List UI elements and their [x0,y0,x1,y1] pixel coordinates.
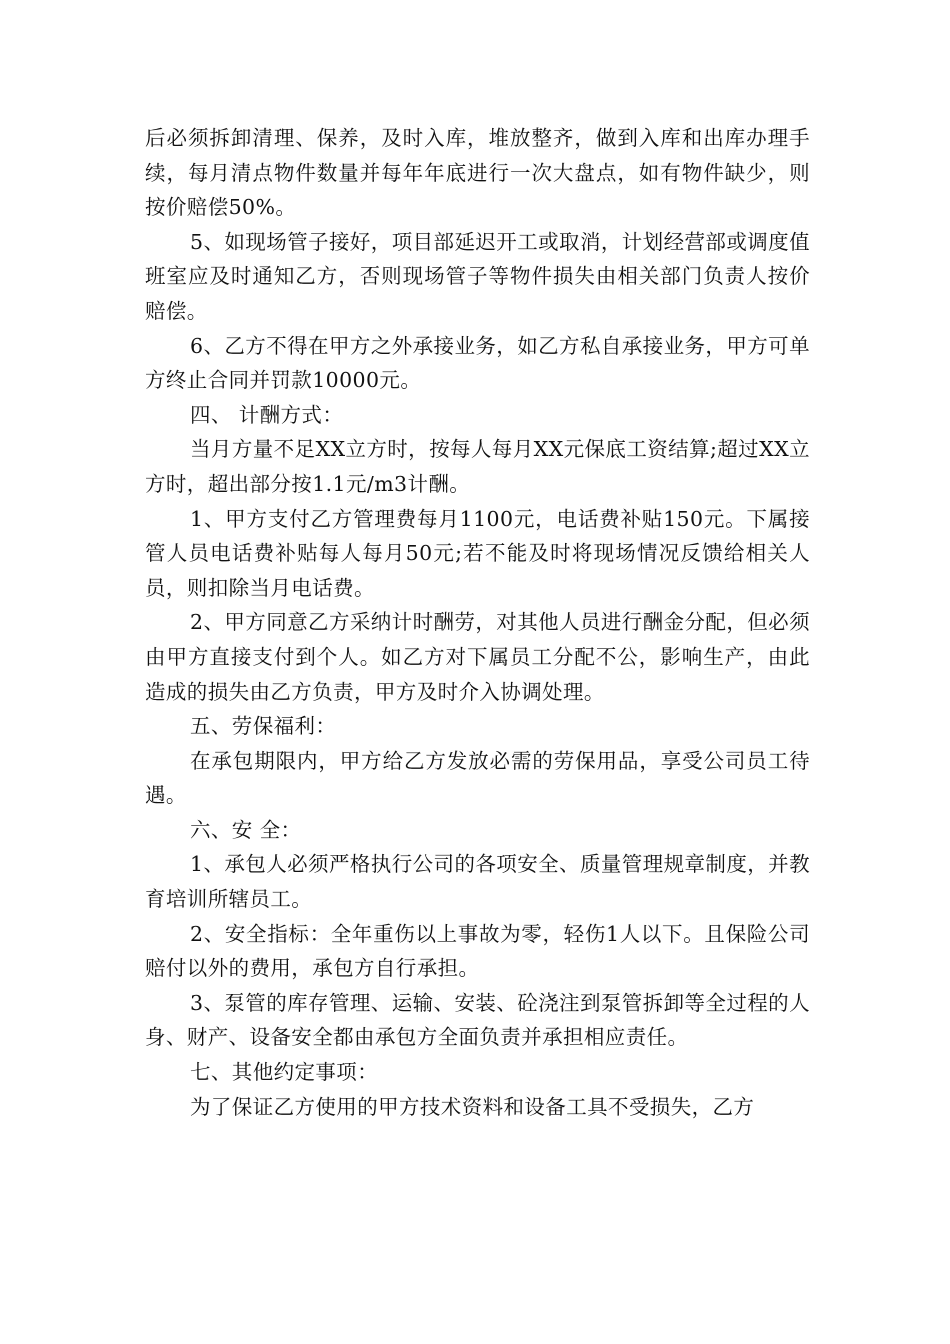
paragraph-safety-2: 2、安全指标：全年重伤以上事故为零，轻伤1人以下。且保险公司赔付以外的费用，承包方自行承担。 [145,921,810,981]
paragraph-pay-2: 2、甲方同意乙方采纳计时酬劳，对其他人员进行酬金分配，但必须由甲方直接支付到个人。如乙方对下属员工分配不公，影响生产，由此造成的损失由乙方负责，甲方及时介入协调处理。 [145,610,810,704]
paragraph-clause-5: 5、如现场管子接好，项目部延迟开工或取消，计划经营部或调度值班室应及时通知乙方，否则现场管子等物件损失由相关部门负责人按价赔偿。 [145,229,810,323]
paragraph-safety-3: 3、泵管的库存管理、运输、安装、砼浇注到泵管拆卸等全过程的人身、财产、设备安全都由承包方全面负责并承担相应责任。 [145,990,810,1050]
section-heading-5: 五、劳保福利： [190,714,337,739]
paragraph-pay-1: 1、甲方支付乙方管理费每月1100元，电话费补贴150元。下属接管人员电话费补贴每人每月50元;若不能及时将现场情况反馈给相关人员，则扣除当月电话费。 [145,506,810,600]
paragraph-clause-6: 6、乙方不得在甲方之外承接业务，如乙方私自承接业务，甲方可单方终止合同并罚款10000元。 [145,333,810,393]
document-body [145,121,810,1124]
paragraph-welfare: 在承包期限内，甲方给乙方发放必需的劳保用品，享受公司员工待遇。 [145,748,810,808]
section-heading-7: 七、其他约定事项： [190,1060,379,1085]
section-heading-4: 四、 计酬方式： [190,402,344,427]
paragraph-other-terms: 为了保证乙方使用的甲方技术资料和设备工具不受损失，乙方 [190,1094,755,1119]
paragraph-base-pay: 当月方量不足XX立方时，按每人每月XX元保底工资结算;超过XX立方时，超出部分按1.1元/m3计酬。 [145,437,810,496]
section-heading-6: 六、安 全： [190,817,302,842]
paragraph-safety-1: 1、承包人必须严格执行公司的各项安全、质量管理规章制度，并教育培训所辖员工。 [145,852,810,912]
paragraph-continuation: 后必须拆卸清理、保养，及时入库，堆放整齐，做到入库和出库办理手续，每月清点物件数量并每年年底进行一次大盘点，如有物件缺少，则按价赔偿50%。 [145,126,810,220]
